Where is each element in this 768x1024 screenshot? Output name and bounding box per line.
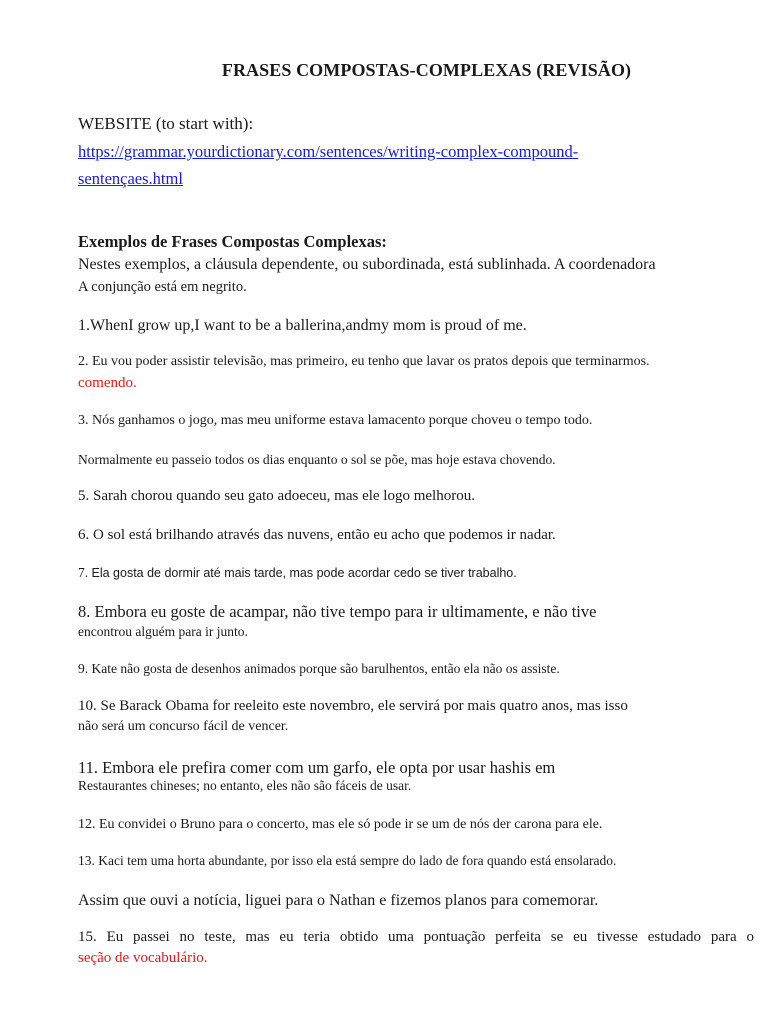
website-label: WEBSITE (to start with): [78,114,254,133]
example-6: 6. O sol está brilhando através das nuvens, então eu acho que podemos ir nadar. [78,527,556,543]
example-14: Assim que ouvi a notícia, liguei para o Nathan e fizemos planos para comemorar. [78,892,599,909]
example-9: 9. Kate não gosta de desenhos animados porque são barulhentos, então ela não os assiste. [78,661,560,676]
example-7 [78,565,517,581]
example-15-line1: 15. Eu passei no teste, mas eu teria obtido uma pontuação perfeita se eu tivesse estudado para o [78,929,754,945]
example-7-text: Ela gosta de dormir até mais tarde, mas pode acordar cedo se tiver trabalho. [91,566,517,580]
example-7-number: 7. [78,565,92,580]
example-8-line2: encontrou alguém para ir junto. [78,624,248,639]
example-2-line1: 2. Eu vou poder assistir televisão, mas primeiro, eu tenho que lavar os pratos depois que terminarmos. [78,354,650,369]
website-link-line1[interactable]: https://grammar.yourdictionary.com/sentences/writing-complex-compound- [78,142,579,161]
example-11-line2: Restaurantes chineses; no entanto, eles não são fáceis de usar. [78,778,412,793]
example-13: 13. Kaci tem uma horta abundante, por isso ela está sempre do lado de fora quando está ensolarado. [78,853,617,868]
example-4: Normalmente eu passeio todos os dias enquanto o sol se põe, mas hoje estava chovendo. [78,452,556,467]
example-15-line2: seção de vocabulário. [78,950,208,966]
example-8-line1: 8. Embora eu goste de acampar, não tive tempo para ir ultimamente, e não tive [78,602,597,621]
section-heading: Exemplos de Frases Compostas Complexas: [78,232,387,251]
intro-line2: A conjunção está em negrito. [78,279,247,295]
example-10-line1: 10. Se Barack Obama for reeleito este novembro, ele servirá por mais quatro anos, mas isso [78,698,628,714]
page-title: FRASES COMPOSTAS-COMPLEXAS (REVISÃO) [221,60,632,80]
example-11-line1: 11. Embora ele prefira comer com um garfo, ele opta por usar hashis em [78,758,556,777]
example-12: 12. Eu convidei o Bruno para o concerto, mas ele só pode ir se um de nós der carona para ele. [78,817,603,832]
intro-line1: Nestes exemplos, a cláusula dependente, ou subordinada, está sublinhada. A coordenadora [78,256,656,273]
example-1: 1.WhenI grow up,I want to be a ballerina,andmy mom is proud of me. [78,317,527,334]
website-link-line2[interactable]: sentençaes.html [78,169,183,188]
example-5: 5. Sarah chorou quando seu gato adoeceu, mas ele logo melhorou. [78,488,475,504]
example-3: 3. Nós ganhamos o jogo, mas meu uniforme estava lamacento porque choveu o tempo todo. [78,413,593,428]
example-2-line2: comendo. [78,375,137,391]
example-10-line2: não será um concurso fácil de vencer. [78,719,289,734]
